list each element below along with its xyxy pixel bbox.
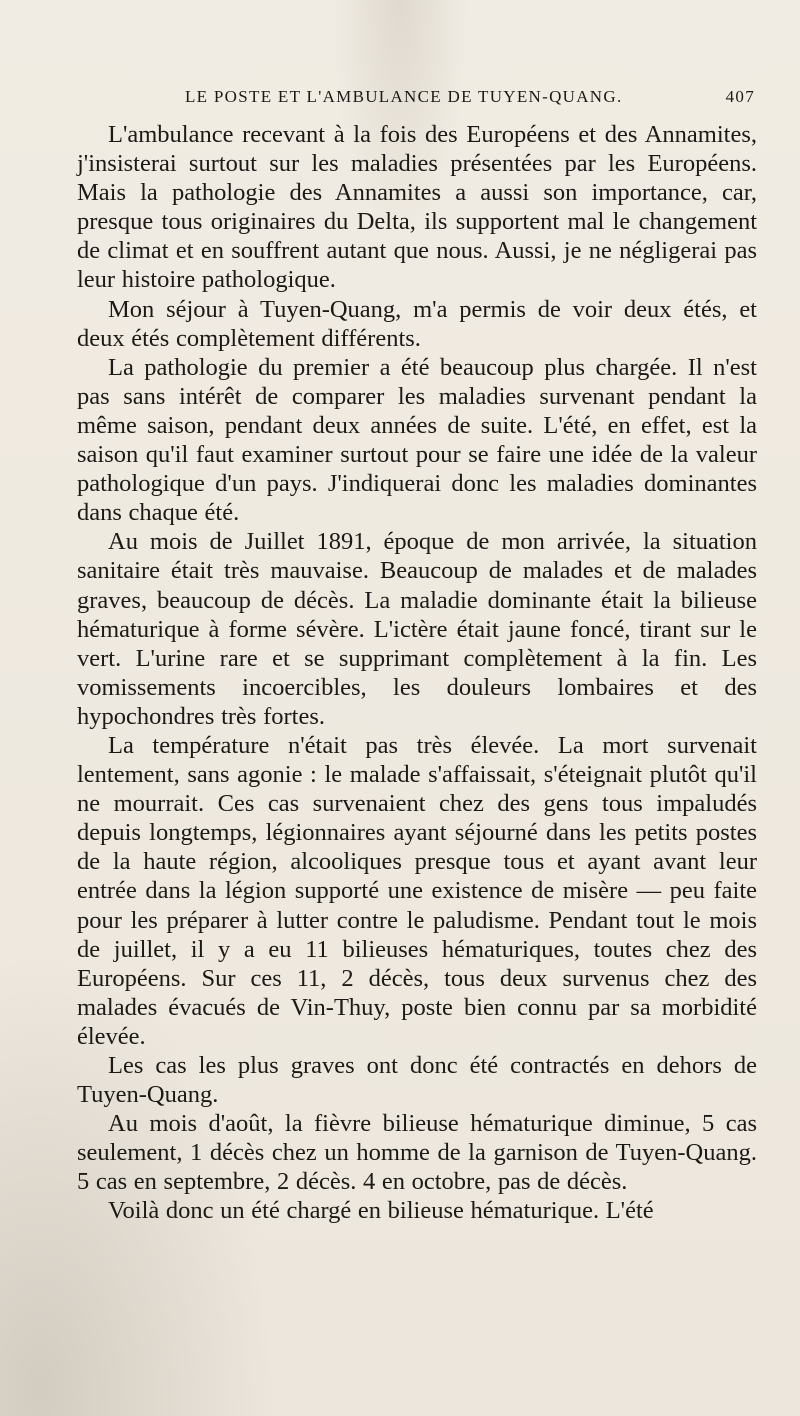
running-header	[185, 87, 755, 111]
page-number: 407	[725, 87, 755, 106]
paragraph: La pathologie du premier a été beaucoup plus chargée. Il n'est pas sans intérêt de comparer les maladies survenant pendant la même saison, pendant deux années de suite. L'été, en effet, est la saison qu'il faut examiner surtout pour se faire une idée de la valeur pathologique d'un pays. J'indiquerai donc les maladies dominantes dans chaque été.	[77, 353, 757, 527]
paragraph: Voilà donc un été chargé en bilieuse hématurique. L'été	[108, 1197, 654, 1225]
running-title: LE POSTE ET L'AMBULANCE DE TUYEN-QUANG.	[185, 87, 623, 106]
paragraph: Au mois de Juillet 1891, époque de mon arrivée, la situation sanitaire était très mauvaise. Beaucoup de malades et de malades graves, beaucoup de décès. La maladie dominante était la bilieuse hématurique à forme sévère. L'ictère était jaune foncé, tirant sur le vert. L'urine rare et se supprimant complètement à la fin. Les vomissements incoercibles, les douleurs lombaires et des hypochondres très fortes.	[77, 528, 757, 730]
paragraph: La température n'était pas très élevée. La mort survenait lentement, sans agonie : le malade s'affaissait, s'éteignait plutôt qu'il ne mourrait. Ces cas survenaient chez des gens tous impaludés depuis longtemps, légionnaires ayant séjourné dans les petits postes de la haute région, alcooliques presque tous et ayant avant leur entrée dans la légion supporté une existence de misère — peu faite pour les préparer à lutter contre le paludisme. Pendant tout le mois de juillet, il y a eu 11 bilieuses hématuriques, toutes chez des Européens. Sur ces 11, 2 décès, tous deux survenus chez des malades évacués de Vin-Thuy, poste bien connu par sa morbidité élevée.	[77, 731, 757, 1050]
paragraph: Les cas les plus graves ont donc été contractés en dehors de Tuyen-Quang.	[77, 1052, 757, 1109]
paragraph: Mon séjour à Tuyen-Quang, m'a permis de voir deux étés, et deux étés complètement différents.	[77, 295, 757, 352]
body-text	[77, 120, 757, 1226]
paragraph: L'ambulance recevant à la fois des Européens et des Annamites, j'insisterai surtout sur les maladies présentées par les Européens. Mais la pathologie des Annamites a aussi son importance, car, presque tous originaires du Delta, ils supportent mal le changement de climat et en souffrent autant que nous. Aussi, je ne négligerai pas leur histoire pathologique.	[77, 121, 757, 294]
paragraph: Au mois d'août, la fièvre bilieuse hématurique diminue, 5 cas seulement, 1 décès chez un homme de la garnison de Tuyen-Quang. 5 cas en septembre, 2 décès. 4 en octobre, pas de décès.	[77, 1110, 757, 1196]
